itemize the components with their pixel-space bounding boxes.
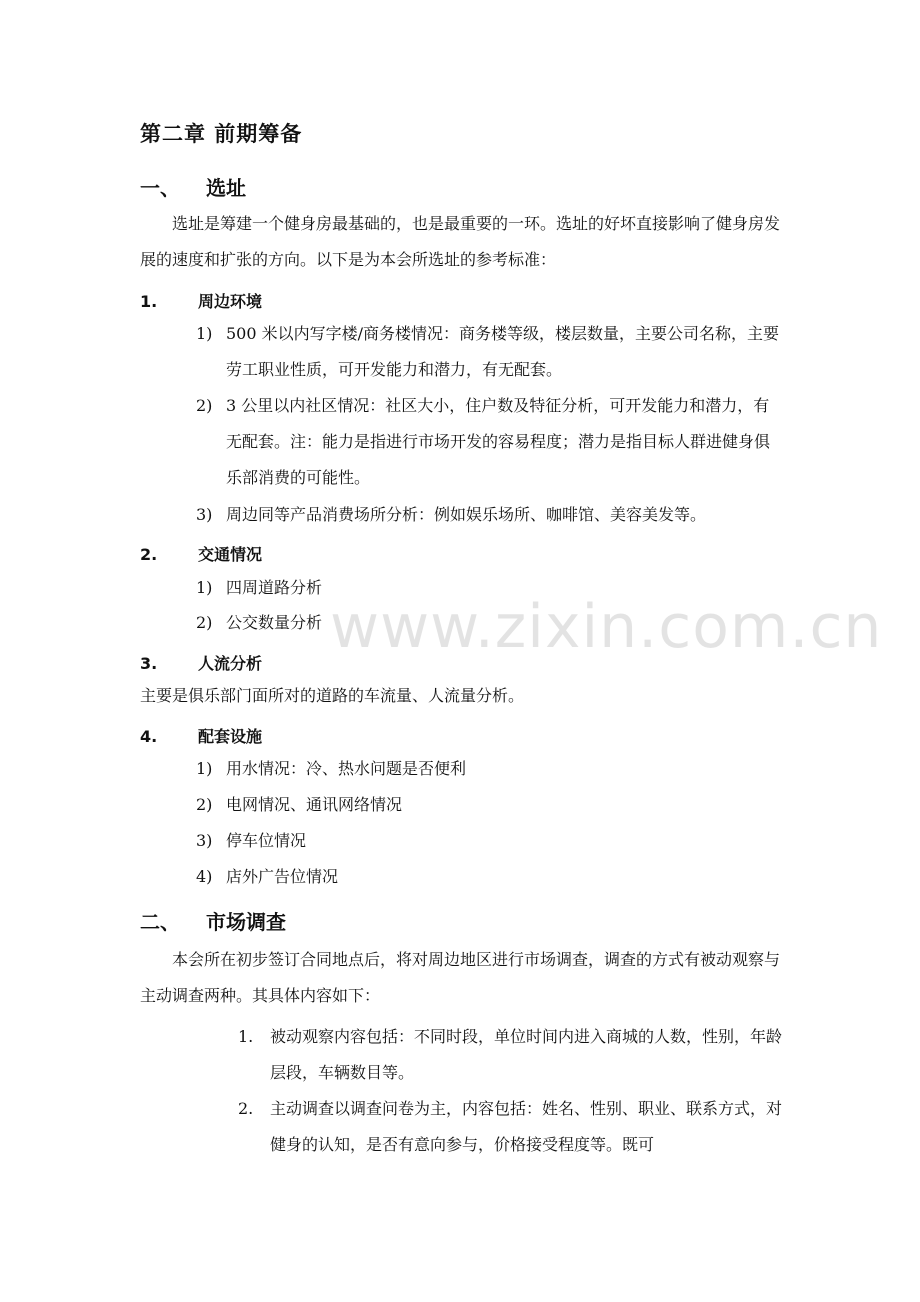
list-item-text: 用水情况：冷、热水问题是否便利 <box>226 759 467 778</box>
section-intro-text: 选址是筹建一个健身房最基础的，也是最重要的一环。选址的好坏直接影响了健身房发展的速度和扩张的方向。以下是为本会所选址的参考标准： <box>140 214 781 269</box>
list-item-number: 1. <box>238 1027 254 1046</box>
section-intro <box>140 942 784 1014</box>
section-heading <box>140 906 286 935</box>
subsection-number: 3. <box>140 654 158 673</box>
list-item <box>196 751 784 787</box>
subsection-title: 周边环境 <box>198 292 263 311</box>
section-number: 一、 <box>140 176 180 200</box>
section-title: 选址 <box>206 176 246 200</box>
subsection-heading <box>140 724 262 747</box>
list-item-number: 3) <box>196 505 213 524</box>
list-item-text: 四周道路分析 <box>226 578 323 597</box>
list-item <box>196 497 784 533</box>
subsection-title: 人流分析 <box>198 654 263 673</box>
list-item-text: 周边同等产品消费场所分析：例如娱乐场所、咖啡馆、美容美发等。 <box>226 505 707 524</box>
section-intro <box>140 206 784 278</box>
list-item-number: 2) <box>196 396 213 415</box>
list-item-number: 1) <box>196 759 213 778</box>
list-item-text: 500 米以内写字楼/商务楼情况：商务楼等级，楼层数量，主要公司名称，主要劳工职业性质，可开发能力和潜力，有无配套。 <box>226 324 780 379</box>
list-item-number: 2) <box>196 613 213 632</box>
subsection-heading <box>140 289 262 312</box>
subsection-number: 1. <box>140 292 158 311</box>
list-item-number: 3) <box>196 831 213 850</box>
list-item-text: 店外广告位情况 <box>226 867 339 886</box>
watermark: www.zixin.com.cn <box>330 592 883 662</box>
list-item-text: 公交数量分析 <box>226 613 323 632</box>
list-item <box>196 787 784 823</box>
list-item <box>196 388 784 496</box>
list-item-text: 3 公里以内社区情况：社区大小，住户数及特征分析，可开发能力和潜力，有无配套。注：能力是指进行市场开发的容易程度；潜力是指目标人群进健身俱乐部消费的可能性。 <box>226 396 771 487</box>
list-item-number: 1) <box>196 324 213 343</box>
subsection-number: 4. <box>140 727 158 746</box>
list-item <box>196 823 784 859</box>
list-item <box>238 1019 784 1091</box>
subsection-heading <box>140 542 262 565</box>
chapter-title: 第二章 前期筹备 <box>140 122 303 146</box>
subsection-title: 交通情况 <box>198 545 263 564</box>
list-item-number: 4) <box>196 867 213 886</box>
list-item-number: 2) <box>196 795 213 814</box>
list-item-number: 2. <box>238 1099 254 1118</box>
list-item <box>196 316 784 388</box>
list-item-text: 主动调查以调查问卷为主，内容包括：姓名、性别、职业、联系方式，对健身的认知，是否有意向参与，价格接受程度等。既可 <box>270 1099 783 1154</box>
section-intro-text: 本会所在初步签订合同地点后，将对周边地区进行市场调查，调查的方式有被动观察与主动调查两种。其具体内容如下： <box>140 950 781 1005</box>
list-item-text: 被动观察内容包括：不同时段，单位时间内进入商城的人数，性别，年龄层段，车辆数目等。 <box>270 1027 783 1082</box>
list-item-text: 电网情况、通讯网络情况 <box>226 795 403 814</box>
paragraph: 主要是俱乐部门面所对的道路的车流量、人流量分析。 <box>140 686 525 705</box>
subsection-number: 2. <box>140 545 158 564</box>
list-item <box>196 859 784 895</box>
subsection-heading <box>140 651 262 674</box>
section-title: 市场调查 <box>206 910 286 934</box>
list-item-text: 停车位情况 <box>226 831 307 850</box>
subsection-title: 配套设施 <box>198 727 263 746</box>
section-heading <box>140 172 246 201</box>
section-number: 二、 <box>140 910 180 934</box>
list-item-number: 1) <box>196 578 213 597</box>
list-item <box>238 1091 784 1163</box>
